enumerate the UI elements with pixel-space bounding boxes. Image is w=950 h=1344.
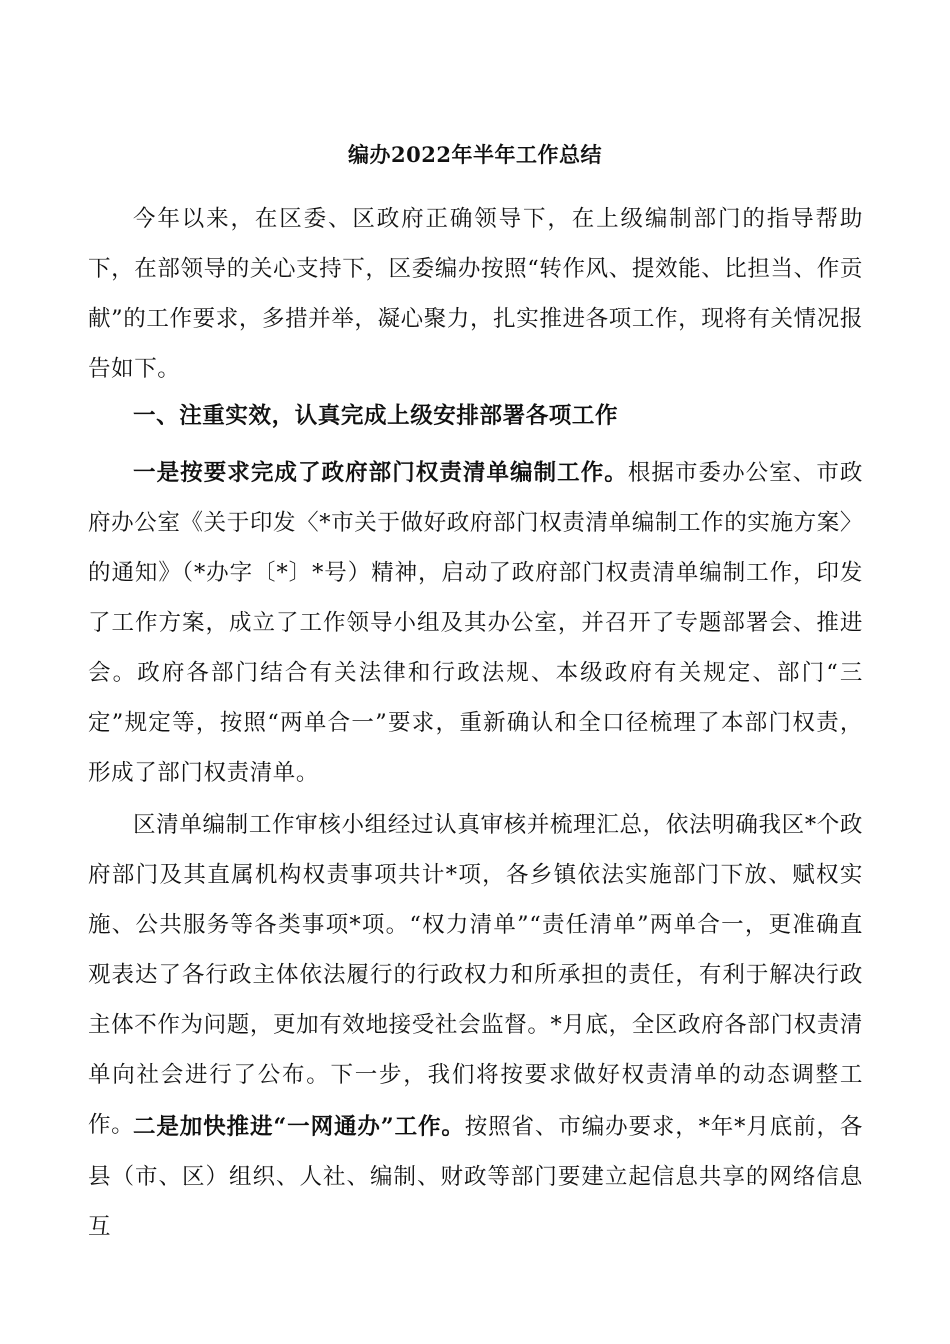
- item-2-lead: 二是加快推进“一网通办”工作。: [133, 1114, 465, 1140]
- item-1-paragraph: [88, 448, 863, 798]
- section-1-heading: 一、注重实效，认真完成上级安排部署各项工作: [133, 403, 619, 429]
- paragraph-2: 区清单编制工作审核小组经过认真审核并梳理汇总，依法明确我区*个政府部门及其直属机构权责事项共计*项，各乡镇依法实施部门下放、赋权实施、公共服务等各类事项*项。“权力清单”“责任清单”两单合一，更准确直观表达了各行政主体依法履行的行政权力和所承担的责任，有利于解决行政主体不作为问题，更加有效地接受社会监督。*月底，全区政府各部门权责清单向社会进行了公布。下一步，我们将按要求做好权责清单的动态调整工作。: [88, 812, 863, 1138]
- intro-paragraph: 今年以来，在区委、区政府正确领导下，在上级编制部门的指导帮助下，在部领导的关心支持下，区委编办按照“转作风、提效能、比担当、作贡献”的工作要求，多措并举，凝心聚力，扎实推进各项工作，现将有关情况报告如下。: [88, 206, 863, 382]
- item-1-lead: 一是按要求完成了政府部门权责清单编制工作。: [133, 460, 628, 486]
- item-2-text: 按照省、市编办要求，*年*月底前，各县（市、区）组织、人社、编制、财政等部门要建立起信息共享的网络信息互: [88, 1114, 863, 1240]
- document-title: 编办2022年半年工作总结: [348, 142, 602, 167]
- item-1-text: 根据市委办公室、市政府办公室《关于印发〈*市关于做好政府部门权责清单编制工作的实施方案〉的通知》（*办字〔*〕*号）精神，启动了政府部门权责清单编制工作，印发了工作方案，成立了工作领导小组及其办公室，并召开了专题部署会、推进会。政府各部门结合有关法律和行政法规、本级政府有关规定、部门“三定”规定等，按照“两单合一”要求，重新确认和全口径梳理了本部门权责，形成了部门权责清单。: [88, 460, 863, 786]
- item-2-paragraph: [88, 1102, 863, 1252]
